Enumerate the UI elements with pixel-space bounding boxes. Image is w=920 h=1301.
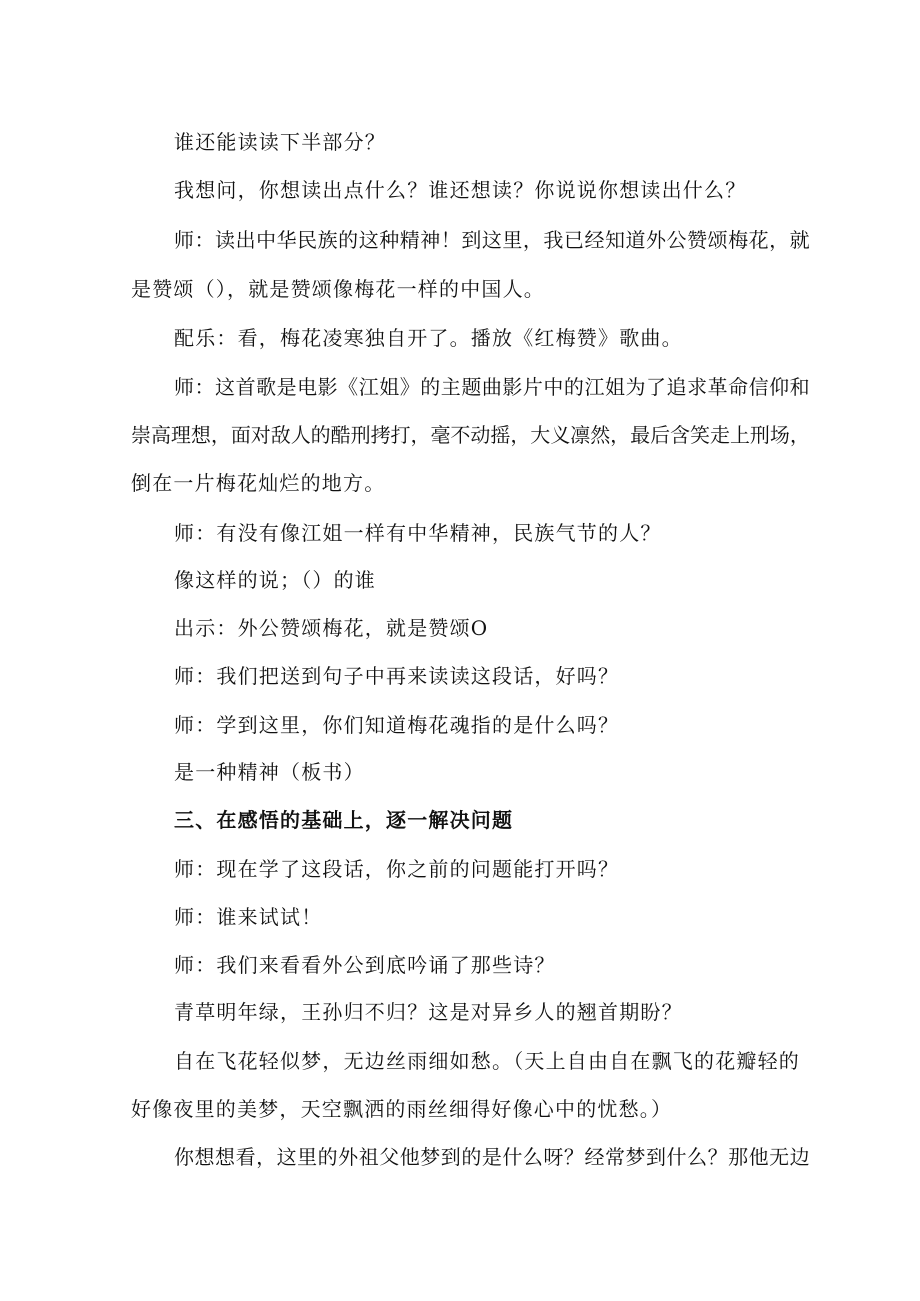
- paragraph-line: 你想想看，这里的外祖父他梦到的是什么呀？经常梦到什么？那他无边: [174, 1145, 811, 1169]
- section-heading: 三、在感悟的基础上，逐一解决问题: [174, 808, 514, 832]
- paragraph-line: 配乐：看，梅花凌寒独自开了。播放《红梅赞》歌曲。: [174, 326, 683, 350]
- paragraph-line: 是赞颂（），就是赞颂像梅花一样的中国人。: [131, 277, 545, 301]
- paragraph-line: 师：我们把送到句子中再来读读这段话，好吗？: [174, 664, 620, 688]
- paragraph-line: 师：有没有像江姐一样有中华精神，民族气节的人？: [174, 521, 662, 545]
- paragraph-line: 好像夜里的美梦，天空飘洒的雨丝细得好像心中的忧愁。）: [131, 1097, 673, 1121]
- paragraph-line: 师：学到这里，你们知道梅花魂指的是什么吗？: [174, 713, 620, 737]
- paragraph-line: 出示：外公赞颂梅花，就是赞颂O: [174, 616, 489, 640]
- paragraph-line: 师：谁来试试！: [174, 905, 323, 929]
- paragraph-line: 师：这首歌是电影《江姐》的主题曲影片中的江姐为了追求革命信仰和: [174, 375, 811, 399]
- paragraph-line: 师：我们来看看外公到底吟诵了那些诗？: [174, 953, 556, 977]
- paragraph-line: 像这样的说；（）的谁: [174, 568, 376, 592]
- paragraph-line: 青草明年绿，王孙归不归？这是对异乡人的翘首期盼？: [174, 1000, 683, 1024]
- paragraph-line: 倒在一片梅花灿烂的地方。: [131, 471, 386, 495]
- paragraph-line: 师：现在学了这段话，你之前的问题能打开吗？: [174, 857, 620, 881]
- paragraph-line: 谁还能读读下半部分？: [174, 130, 386, 154]
- paragraph-line: 师：读出中华民族的这种精神！到这里，我已经知道外公赞颂梅花，就: [174, 228, 811, 252]
- paragraph-line: 崇高理想，面对敌人的酷刑拷打，毫不动摇，大义凛然，最后含笑走上刑场，: [131, 423, 810, 447]
- paragraph-line: 我想问，你想读出点什么？谁还想读？你说说你想读出什么？: [174, 178, 747, 202]
- paragraph-line: 自在飞花轻似梦，无边丝雨细如愁。（天上自由自在飘飞的花瓣轻的: [174, 1049, 800, 1073]
- paragraph-line: 是一种精神（板书）: [174, 760, 365, 784]
